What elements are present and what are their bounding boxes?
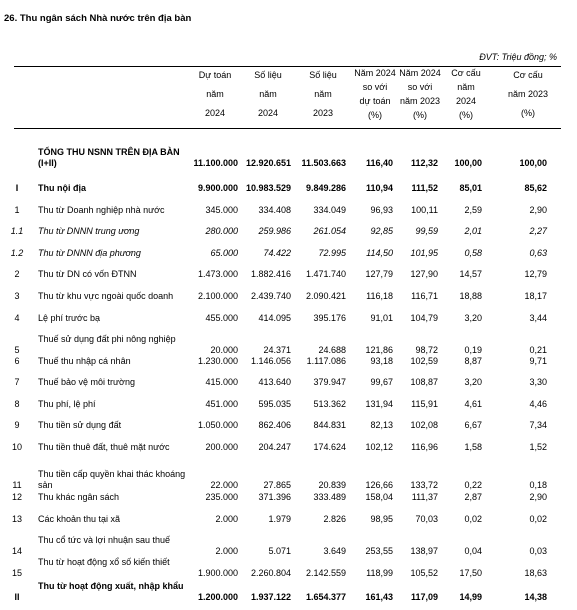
row-value: 9.900.000 <box>197 183 238 193</box>
row-value: 10.983.529 <box>245 183 291 193</box>
row-label: Thu từ khu vực ngoài quốc doanh <box>38 291 174 301</box>
row-index: I <box>15 183 19 193</box>
row-value: 138,97 <box>410 546 438 556</box>
column-header-line: năm <box>457 82 475 92</box>
row-value: 451.000 <box>205 399 238 409</box>
row-value: 3,20 <box>464 377 482 387</box>
row-value: 2,27 <box>529 226 547 236</box>
row-value: 17,50 <box>459 568 482 578</box>
row-index: 7 <box>14 377 20 387</box>
row-value: 413.640 <box>258 377 291 387</box>
column-header-line: (%) <box>521 108 535 118</box>
row-value: 1,58 <box>464 442 482 452</box>
row-value: 345.000 <box>205 205 238 215</box>
row-value: 114,50 <box>366 248 393 258</box>
row-label: Thu tiền sử dụng đất <box>38 420 122 430</box>
row-value: 2.142.559 <box>305 568 346 578</box>
row-value: 11.503.663 <box>301 158 346 168</box>
column-header-line: 2024 <box>204 108 226 118</box>
column-header <box>446 66 486 122</box>
column-header-line: Cơ cấu <box>451 68 481 78</box>
row-value: 11.100.000 <box>193 158 238 168</box>
column-header <box>353 66 397 122</box>
row-value: 2,90 <box>529 492 547 502</box>
row-value: 1.050.000 <box>197 420 238 430</box>
row-value: 121,86 <box>365 345 393 355</box>
row-index: 8 <box>14 399 20 409</box>
header-bottom-rule <box>14 128 561 129</box>
row-value: 126,66 <box>365 480 393 490</box>
row-value: 8,87 <box>464 356 482 366</box>
row-value: 0,02 <box>464 514 482 524</box>
row-value: 3.649 <box>323 546 346 556</box>
row-index: 13 <box>11 514 22 524</box>
row-value: 2,87 <box>464 492 482 502</box>
row-value: 844.831 <box>313 420 346 430</box>
row-value: 1.654.377 <box>305 592 346 602</box>
row-value: 3,30 <box>529 377 547 387</box>
row-value: 116,40 <box>365 158 393 168</box>
row-value: 4,46 <box>529 399 547 409</box>
row-value: 158,04 <box>365 492 393 502</box>
row-value: 2.826 <box>323 514 346 524</box>
row-value: 2,90 <box>529 205 547 215</box>
row-value: 1.882.416 <box>250 269 291 279</box>
row-value: 24.688 <box>318 345 346 355</box>
row-index: 14 <box>11 546 22 556</box>
row-value: 0,63 <box>529 248 547 258</box>
row-value: 0,58 <box>464 248 482 258</box>
column-header-line: năm <box>259 89 277 99</box>
row-value: 2,01 <box>464 226 482 236</box>
row-value: 0,21 <box>529 345 547 355</box>
row-value: 111,52 <box>411 183 438 193</box>
row-value: 12,79 <box>524 269 547 279</box>
row-value: 116,96 <box>411 442 438 452</box>
row-value: 1.979 <box>268 514 291 524</box>
row-value: 99,59 <box>415 226 438 236</box>
column-header <box>188 66 242 123</box>
row-value: 253,55 <box>365 546 393 556</box>
row-value: 74.422 <box>263 248 291 258</box>
column-header <box>296 66 350 123</box>
row-value: 22.000 <box>210 480 238 490</box>
column-header-line: so với <box>362 82 388 92</box>
row-label: Thu khác ngân sách <box>38 492 120 502</box>
row-index: 1.1 <box>10 226 24 236</box>
row-value: 513.362 <box>313 399 346 409</box>
row-value: 2.260.804 <box>250 568 291 578</box>
row-index: 15 <box>11 568 22 578</box>
row-value: 18,88 <box>459 291 482 301</box>
row-value: 2.100.000 <box>197 291 238 301</box>
row-value: 161,43 <box>365 592 393 602</box>
row-label: Thu phí, lệ phí <box>38 399 96 409</box>
row-value: 96,93 <box>370 205 393 215</box>
row-label: Thu từ hoạt động xổ số kiến thiết <box>38 557 170 567</box>
row-value: 72.995 <box>318 248 346 258</box>
row-label: Thu từ Doanh nghiệp nhà nước <box>38 205 165 215</box>
row-value: 0,02 <box>529 514 547 524</box>
row-label: Thuế sử dụng đất phi nông nghiệp <box>38 334 176 344</box>
row-value: 98,72 <box>415 345 438 355</box>
row-value: 93,18 <box>370 356 393 366</box>
row-value: 14,57 <box>459 269 482 279</box>
row-value: 395.176 <box>313 313 346 323</box>
row-index: 9 <box>14 420 20 430</box>
row-label: Thu từ DNNN địa phương <box>38 248 141 258</box>
row-value: 0,04 <box>464 546 482 556</box>
row-value: 280.000 <box>205 226 238 236</box>
column-header-line: Dự toán <box>198 70 232 80</box>
row-value: 5.071 <box>268 546 291 556</box>
column-header-line: dự toán <box>359 96 391 106</box>
row-value: 414.095 <box>258 313 291 323</box>
row-value: 1.471.740 <box>305 269 346 279</box>
row-index: 6 <box>14 356 20 366</box>
column-header-line: năm <box>314 89 332 99</box>
row-value: 92,85 <box>370 226 393 236</box>
column-header-line: năm 2023 <box>399 96 441 106</box>
row-value: 204.247 <box>258 442 291 452</box>
row-value: 24.371 <box>263 345 291 355</box>
row-value: 2.000 <box>215 514 238 524</box>
row-index: II <box>14 592 20 602</box>
row-value: 18,63 <box>524 568 547 578</box>
row-value: 14,38 <box>524 592 547 602</box>
row-label: Các khoản thu tại xã <box>38 514 121 524</box>
row-value: 104,79 <box>410 313 438 323</box>
row-value: 100,00 <box>519 158 547 168</box>
row-value: 7,34 <box>529 420 547 430</box>
row-label: Thu từ hoạt động xuất, nhập khẩu <box>38 581 184 591</box>
row-value: 1.473.000 <box>197 269 238 279</box>
row-value: 70,03 <box>415 514 438 524</box>
column-header <box>398 66 442 122</box>
row-value: 2,59 <box>464 205 482 215</box>
row-label: TỔNG THU NSNN TRÊN ĐỊA BÀN (I+II) <box>38 147 180 168</box>
row-label: Lệ phí trước bạ <box>38 313 100 323</box>
column-header-line: Cơ cấu <box>513 70 543 80</box>
row-value: 1.200.000 <box>197 592 238 602</box>
row-value: 111,37 <box>411 492 438 502</box>
row-value: 116,71 <box>411 291 438 301</box>
row-index: 1.2 <box>10 248 24 258</box>
row-value: 1.900.000 <box>197 568 238 578</box>
row-value: 235.000 <box>205 492 238 502</box>
row-value: 2.090.421 <box>305 291 346 301</box>
row-label: Thu cổ tức và lợi nhuận sau thuế <box>38 535 171 545</box>
column-header-line: Số liệu <box>309 70 337 80</box>
row-value: 117,09 <box>410 592 438 602</box>
row-label: Thu từ DN có vốn ĐTNN <box>38 269 137 279</box>
row-value: 379.947 <box>313 377 346 387</box>
column-header-line: (%) <box>413 110 427 120</box>
row-value: 112,32 <box>410 158 438 168</box>
column-header-line: Năm 2024 <box>354 68 396 78</box>
row-value: 100,11 <box>411 205 438 215</box>
row-value: 102,12 <box>365 442 393 452</box>
row-index: 5 <box>14 345 20 355</box>
column-header-line: năm 2023 <box>507 89 549 99</box>
row-label: Thu tiền thuê đất, thuê mặt nước <box>38 442 170 452</box>
column-header <box>505 66 551 123</box>
row-value: 14,99 <box>459 592 482 602</box>
row-index: 12 <box>11 492 22 502</box>
column-header-line: so với <box>407 82 433 92</box>
column-header-line: (%) <box>368 110 382 120</box>
row-label: Thuế bảo vệ môi trường <box>38 377 135 387</box>
row-value: 862.406 <box>258 420 291 430</box>
row-value: 174.624 <box>313 442 346 452</box>
row-value: 4,61 <box>464 399 482 409</box>
row-value: 18,17 <box>524 291 547 301</box>
row-value: 1,52 <box>529 442 547 452</box>
row-value: 105,52 <box>410 568 438 578</box>
row-value: 118,99 <box>366 568 393 578</box>
column-header-line: 2024 <box>257 108 279 118</box>
row-value: 9,71 <box>529 356 547 366</box>
row-value: 12.920.651 <box>245 158 291 168</box>
row-value: 85,62 <box>524 183 547 193</box>
row-value: 3,20 <box>464 313 482 323</box>
row-value: 1.117.086 <box>306 356 346 366</box>
row-index: 10 <box>11 442 22 452</box>
row-value: 1.937.122 <box>250 592 291 602</box>
row-value: 116,18 <box>366 291 393 301</box>
row-value: 6,67 <box>464 420 482 430</box>
column-header-line: năm <box>206 89 224 99</box>
row-value: 127,79 <box>365 269 393 279</box>
row-value: 595.035 <box>258 399 291 409</box>
column-header-line: 2024 <box>455 96 477 106</box>
row-value: 261.054 <box>313 226 346 236</box>
row-value: 415.000 <box>205 377 238 387</box>
row-value: 2.000 <box>215 546 238 556</box>
column-header <box>241 66 295 123</box>
row-value: 200.000 <box>205 442 238 452</box>
row-value: 133,72 <box>410 480 438 490</box>
unit-note: ĐVT: Triệu đồng; % <box>479 52 557 62</box>
row-value: 99,67 <box>370 377 393 387</box>
row-value: 259.986 <box>258 226 291 236</box>
row-value: 0,22 <box>464 480 482 490</box>
row-index: 4 <box>14 313 20 323</box>
row-value: 0,19 <box>464 345 482 355</box>
row-label: Thu nội địa <box>38 183 86 193</box>
row-value: 333.489 <box>313 492 346 502</box>
row-value: 455.000 <box>205 313 238 323</box>
column-header-line: 2023 <box>312 108 334 118</box>
row-value: 1.146.056 <box>250 356 291 366</box>
row-value: 108,87 <box>410 377 438 387</box>
row-label: Thu tiền cấp quyền khai thác khoáng sản <box>38 469 186 490</box>
row-value: 1.230.000 <box>197 356 238 366</box>
row-value: 110,94 <box>365 183 393 193</box>
row-value: 102,59 <box>410 356 438 366</box>
row-label: Thuế thu nhập cá nhân <box>38 356 131 366</box>
column-header-line: Số liệu <box>254 70 282 80</box>
row-index: 3 <box>14 291 20 301</box>
row-value: 20.839 <box>318 480 346 490</box>
row-value: 371.396 <box>258 492 291 502</box>
row-value: 85,01 <box>459 183 482 193</box>
row-index: 1 <box>14 205 20 215</box>
row-value: 3,44 <box>529 313 547 323</box>
row-value: 0,18 <box>529 480 547 490</box>
row-index: 2 <box>14 269 20 279</box>
row-value: 82,13 <box>370 420 393 430</box>
row-value: 9.849.286 <box>305 183 346 193</box>
column-header-line: Năm 2024 <box>399 68 441 78</box>
row-value: 20.000 <box>210 345 238 355</box>
row-value: 131,94 <box>365 399 393 409</box>
column-header-line: (%) <box>459 110 473 120</box>
row-value: 115,91 <box>411 399 438 409</box>
row-value: 0,03 <box>529 546 547 556</box>
table-title: 26. Thu ngân sách Nhà nước trên địa bàn <box>4 13 192 24</box>
row-value: 91,01 <box>370 313 393 323</box>
row-label: Thu từ DNNN trung ương <box>38 226 140 236</box>
row-value: 100,00 <box>454 158 482 168</box>
row-value: 2.439.740 <box>250 291 291 301</box>
row-value: 334.408 <box>258 205 291 215</box>
row-value: 101,95 <box>410 248 438 258</box>
row-value: 98,95 <box>370 514 393 524</box>
row-value: 127,90 <box>410 269 438 279</box>
row-value: 102,08 <box>410 420 438 430</box>
row-index: 11 <box>12 480 22 490</box>
row-value: 334.049 <box>313 205 346 215</box>
row-value: 65.000 <box>210 248 238 258</box>
row-value: 27.865 <box>263 480 291 490</box>
